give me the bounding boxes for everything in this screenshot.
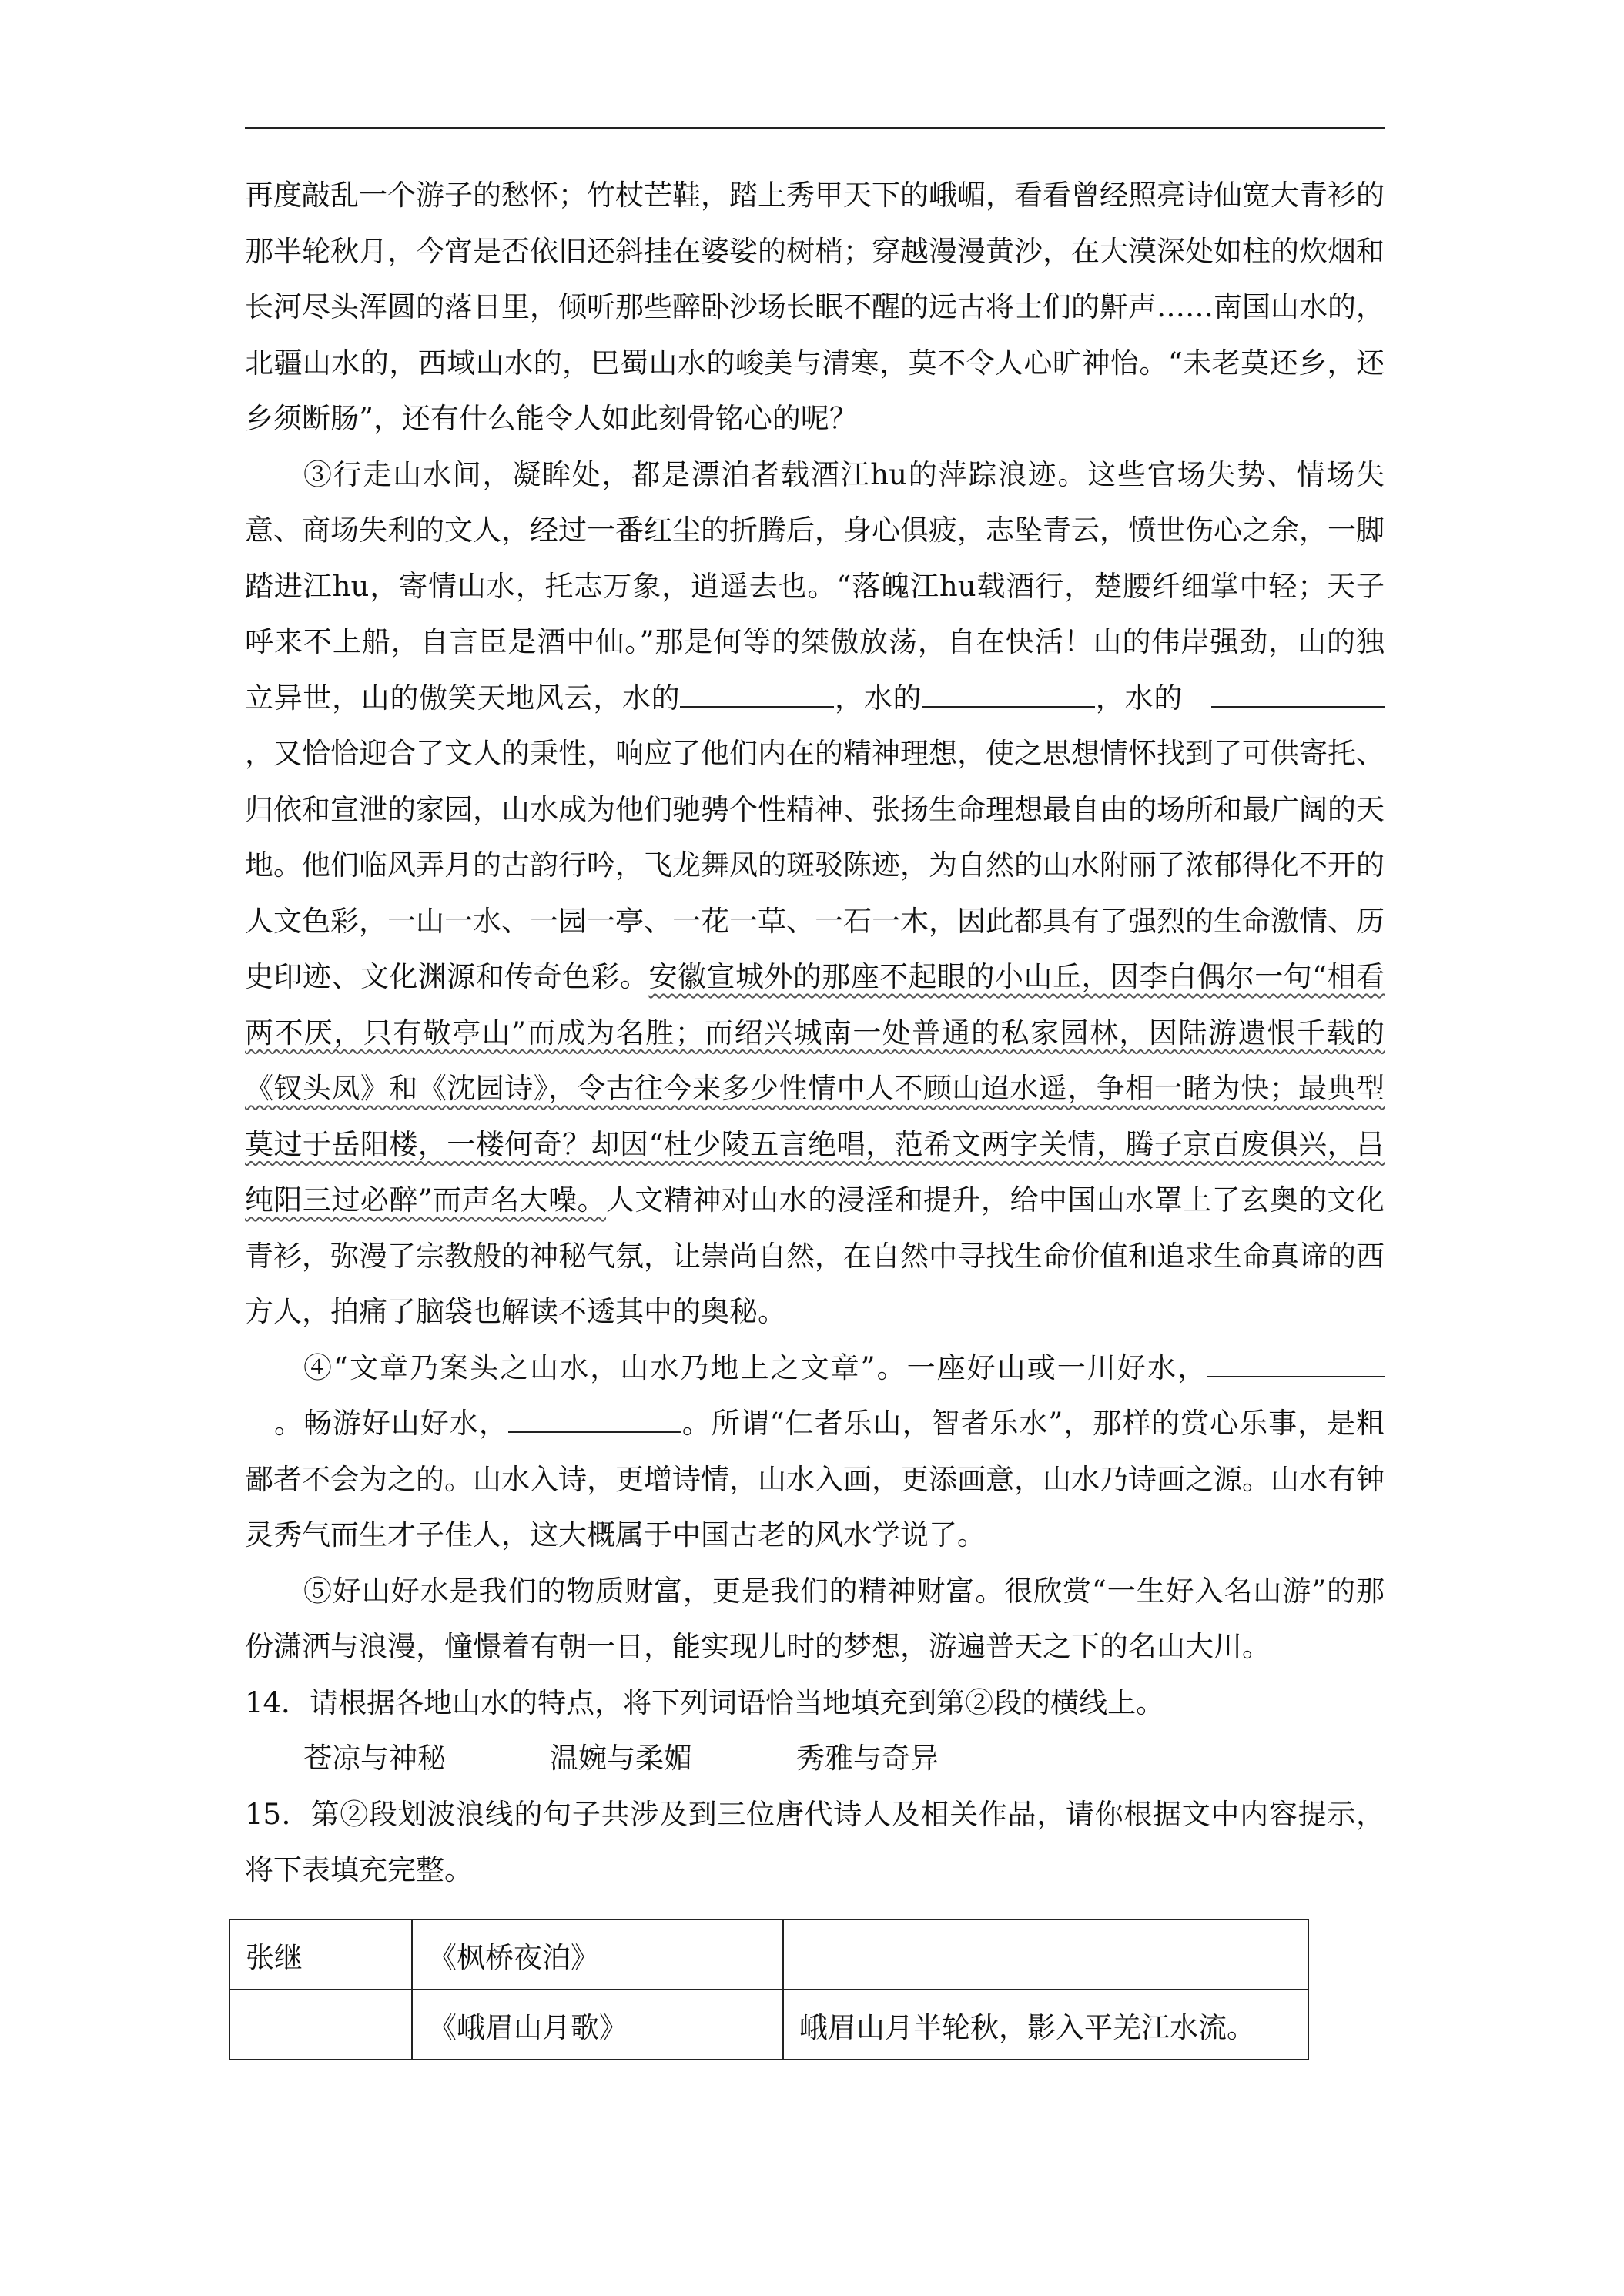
paragraph-2-tail: 再度敲乱一个游子的愁怀；竹杖芒鞋，踏上秀甲天下的峨嵋，看看曾经照亮诗仙宽大青衫的那半轮秋月，今宵是否依旧还斜挂在婆娑的树梢；穿越漫漫黄沙，在大漠深处如柱的炊烟和长河尽头浑圆的落日里，倾听那些醉卧沙场长眠不醒的远古将士们的鼾声……南国山水的，北疆山水的，西域山水的，巴蜀山水的峻美与清寒，莫不令人心旷神怡。“未老莫还乡，还乡须断肠”，还有什么能令人如此刻骨铭心的呢？ (245, 179, 1385, 435)
paragraph-3-text-c: ，水的 (1095, 681, 1184, 715)
option-1: 苍凉与神秘 (303, 1742, 446, 1775)
answer-table (229, 1919, 1309, 2060)
blank-4[interactable] (1207, 1348, 1385, 1377)
paragraph-4-text-b: 。畅游好山好水， (273, 1407, 508, 1440)
table-cell[interactable]: 峨眉山月半轮秋，影入平羌江水流。 (783, 1990, 1308, 2060)
paragraph-3 (245, 447, 1385, 1340)
table-cell[interactable]: 张继 (229, 1919, 412, 1990)
question-15: 15．第②段划波浪线的句子共涉及到三位唐代诗人及相关作品，请你根据文中内容提示，将下表填充完整。 (245, 1797, 1385, 1886)
table-cell[interactable]: 《峨眉山月歌》 (412, 1990, 783, 2060)
blank-5[interactable] (508, 1404, 681, 1433)
blank-1[interactable] (680, 678, 834, 708)
table-row (229, 1919, 1308, 1990)
table-row (229, 1990, 1308, 2060)
question-14-options (245, 1731, 1385, 1787)
passage (245, 168, 1385, 1899)
blank-2[interactable] (922, 678, 1095, 708)
table-cell[interactable]: 《枫桥夜泊》 (412, 1919, 783, 1990)
option-3: 秀雅与奇异 (796, 1742, 939, 1775)
header-rule (245, 127, 1385, 129)
wavy-underlined-sentence: 安徽宣城外的那座不起眼的小山丘，因李白偶尔一句“相看两不厌，只有敬亭山”而成为名胜；而绍兴城南一处普通的私家园林，因陆游遗恨千载的《钗头凤》和《沈园诗》，令古往今来多少性情中人不顾山迢水遥，争相一睹为快；最典型莫过于岳阳楼，一楼何奇？却因“杜少陵五言绝唱，范希文两字关情，腾子京百废俱兴，吕纯阳三过必醉”而声名大噪。 (245, 960, 1385, 1217)
table-cell[interactable] (783, 1919, 1308, 1990)
paragraph-5: ⑤好山好水是我们的物质财富，更是我们的精神财富。很欣赏“一生好入名山游”的那份潇洒与浪漫，憧憬着有朝一日，能实现儿时的梦想，游遍普天之下的名山大川。 (245, 1574, 1385, 1663)
paragraph-3-text-a: ③行走山水间，凝眸处，都是漂泊者载酒江hu的萍踪浪迹。这些官场失势、情场失意、商场失利的文人，经过一番红尘的折腾后，身心俱疲，志坠青云，愤世伤心之余，一脚踏进江hu，寄情山水，托志万象，逍遥去也。“落魄江hu载酒行，楚腰纤细掌中轻；天子呼来不上船，自言臣是酒中仙。”那是何等的桀傲放荡，自在快活！山的伟岸强劲，山的独立异世，山的傲笑天地风云，水的 (245, 457, 1385, 715)
paragraph-3-text-e: 人文精神对山水的浸淫和提升，给中国山水罩上了玄奥的文化青衫，弥漫了宗教般的神秘气氛，让崇尚自然，在自然中寻找生命价值和追求生命真谛的西方人，拍痛了脑袋也解读不透其中的奥秘。 (245, 1183, 1385, 1328)
blank-3[interactable] (1211, 678, 1385, 708)
paragraph-4-text-a: ④“文章乃案头之山水，山水乃地上之文章”。一座好山或一川好水， (303, 1350, 1207, 1384)
table-cell[interactable] (229, 1990, 412, 2060)
option-2: 温婉与柔媚 (550, 1742, 692, 1775)
paragraph-4 (245, 1340, 1385, 1564)
question-14: 14．请根据各地山水的特点，将下列词语恰当地填充到第②段的横线上。 (245, 1685, 1165, 1719)
paragraph-3-text-d: ，又恰恰迎合了文人的秉性，响应了他们内在的精神理想，使之思想情怀找到了可供寄托、归依和宣泄的家园，山水成为他们驰骋个性精神、张扬生命理想最自由的场所和最广阔的天地。他们临风弄月的古韵行吟，飞龙舞凤的斑驳陈迹，为自然的山水附丽了浓郁得化不开的人文色彩，一山一水、一园一亭、一花一草、一石一木，因此都具有了强烈的生命激情、历史印迹、文化渊源和传奇色彩。 (245, 737, 1385, 993)
paragraph-4-text-c: 。所谓“仁者乐山，智者乐水”，那样的赏心乐事，是粗鄙者不会为之的。山水入诗，更增诗情，山水入画，更添画意，山水乃诗画之源。山水有钟灵秀气而生才子佳人，这大概属于中国古老的风水学说了。 (245, 1407, 1385, 1551)
paragraph-3-text-b: ，水的 (834, 681, 922, 715)
